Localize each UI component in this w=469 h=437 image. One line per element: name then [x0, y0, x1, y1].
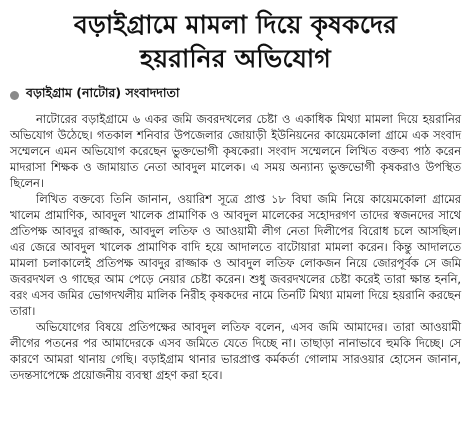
dateline [10, 86, 461, 104]
paragraph-3: অভিযোগের বিষয়ে প্রতিপক্ষের আবদুল লতিফ বলেন, এসব জমি আমাদের। তারা আওয়ামী লীগের পতনের পর আমাদেরকে এসব জমিতে যেতে দিচ্ছে না। তাছাড়া নানাভাবে হুমকি দিচ্ছে। সে কারণে আমরা থানায় গেছি। বড়াইগ্রাম থানার ভারপ্রাপ্ত কর্মকর্তা গোলাম সারওয়ার হোসেন জানান, তদন্তসাপেক্ষে প্রয়োজনীয় ব্যবস্থা গ্রহণ করা হবে। [10, 321, 461, 382]
article-body [10, 112, 461, 384]
paragraph-2: লিখিত বক্তব্যে তিনি জানান, ওয়ারিশ সূত্রে প্রাপ্ত ১৮ বিঘা জমি নিয়ে কায়েমকোলা গ্রামের খালেম প্রামাণিক, আবদুল খালেক প্রামাণিক ও আবদুল মালেকের সহোদরগণ তাদের স্বজনদের সাথে প্রতিপক্ষ আবদুর রাজ্জাক, আবদুল লতিফ ও আওয়ামী লীগ নেতা দিলীপের বিরোধ চলে আসছিল। এর জেরে আবদুল খালেক প্রামাণিক বাদি হয়ে আদালতে বাটোয়ারা মামলা করেন। কিন্তু আদালতে মামলা চলাকালেই প্রতিপক্ষ আবদুর রাজ্জাক ও আবদুল লতিফ লোকজন নিয়ে জোরপূর্বক সে জমি জবরদখল ও গাছের আম পেড়ে নেয়ার চেষ্টা করেন। শুধু জবরদখলের চেষ্টা করেই তারা ক্ষান্ত হননি, বরং এসব জমির ভোগদখলীয় মালিক নিরীহ কৃষকদের নামে তিনটি মিথ্যা মামলা দিয়ে হয়রানি করছেন তারা। [10, 193, 461, 318]
paragraph-1: নাটোরের বড়াইগ্রামে ৬ একর জমি জবরদখলের চেষ্টা ও একাধিক মিথ্যা মামলা দিয়ে হয়রানির অভিযোগ উঠেছে। গতকাল শনিবার উপজেলার জোয়াড়ী ইউনিয়নের কায়েমকোলা গ্রামে এক সংবাদ সম্মেলনে এমন অভিযোগ করেছেন ভুক্তভোগী কৃষকেরা। সংবাদ সম্মেলনে লিখিত বক্তব্য পাঠ করেন মাদরাসা শিক্ষক ও জামায়াত নেতা আবদুল মালেক। এ সময় অন্যান্য ভুক্তভোগী কৃষকরাও উপস্থিত ছিলেন। [10, 113, 461, 190]
headline-line-1: বড়াইগ্রামে মামলা দিয়ে কৃষকদের [73, 10, 398, 39]
article-headline [10, 8, 461, 76]
headline-line-2: হয়রানির অভিযোগ [140, 44, 331, 73]
dateline-text: বড়াইগ্রাম (নাটোর) সংবাদদাতা [26, 85, 180, 100]
bullet-icon [10, 91, 19, 100]
